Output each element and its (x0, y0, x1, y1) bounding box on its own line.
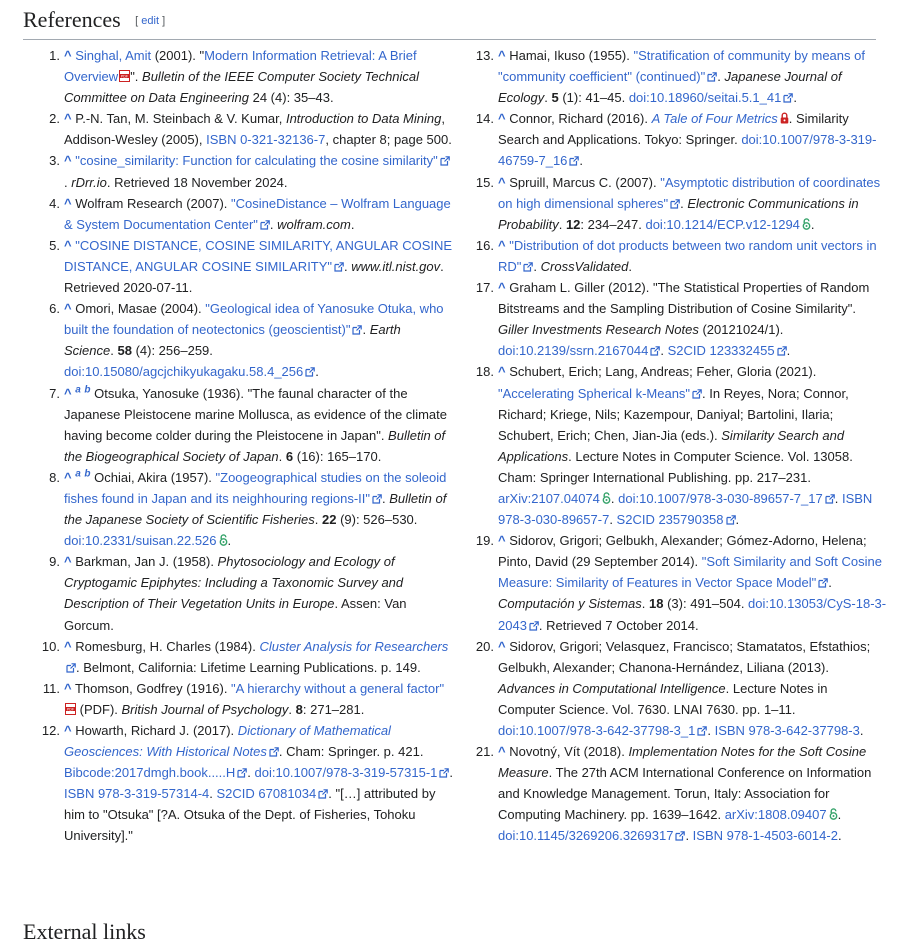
volume-number: 8 (295, 701, 303, 717)
publication-title: Bulletin of the IEEE Computer Society Technical Committee on Data Engineering (64, 69, 420, 106)
reference-number: 13. (475, 48, 494, 63)
external-link-icon (439, 768, 449, 778)
backlink-letter[interactable]: a (75, 468, 81, 480)
external-link-icon (670, 199, 680, 209)
reference-text: ". (130, 69, 143, 85)
volume-number: 22 (321, 512, 337, 528)
reference-link[interactable]: Dictionary of Mathematical Geosciences: With Historical Notes (64, 723, 391, 760)
reference-item (457, 741, 887, 846)
reference-text: . (288, 701, 296, 717)
reference-text: . (449, 765, 454, 781)
reference-item (457, 277, 887, 361)
reference-text: . (544, 90, 552, 106)
reference-item (457, 636, 887, 741)
reference-link[interactable]: "Asymptotic distribution of coordinates on high dimensional spheres" (498, 174, 881, 211)
reference-text: Graham L. Giller (2012). "The Statistical Properties of Random Bitstreams and the Sampling Distribution of Cosine Similarity". (498, 280, 870, 317)
reference-text: . (362, 322, 370, 338)
publication-title: Japanese Journal of Ecology (498, 69, 842, 106)
external-link-icon (440, 156, 450, 166)
backlink-caret[interactable]: ^ (64, 554, 72, 570)
reference-text: . (828, 575, 832, 591)
publication-title: Introduction to Data Mining (285, 111, 442, 127)
svg-text:PDF: PDF (121, 74, 129, 79)
reference-text: . (810, 216, 815, 232)
external-link-icon (697, 726, 707, 736)
reference-number: 17. (475, 280, 494, 296)
reference-text: . (610, 490, 619, 506)
reference-item (23, 235, 453, 298)
external-link-icon (334, 262, 344, 272)
volume-number: 18 (649, 596, 664, 612)
reference-text: Howarth, Richard J. (2017). (71, 723, 238, 738)
volume-number: 12 (565, 216, 581, 232)
open-access-icon (602, 492, 611, 504)
backlink-caret[interactable]: ^ (64, 48, 72, 63)
reference-number: 11. (42, 680, 60, 696)
backlink-letter[interactable]: b (84, 384, 91, 396)
reference-text: . (786, 343, 791, 359)
reference-link[interactable]: ISBN 978-3-642-37798-3 (714, 723, 860, 738)
reference-text: : 271–281. (302, 701, 365, 717)
reference-text: . (837, 828, 842, 844)
reference-link[interactable]: doi:10.1214/ECP.v12-1294 (645, 216, 800, 232)
reference-number: 15. (475, 174, 494, 190)
reference-text: P.-N. Tan, M. Steinbach & V. Kumar, (71, 111, 286, 127)
reference-text: . (793, 90, 797, 106)
reference-link[interactable]: doi:10.2331/suisan.22.526 (64, 533, 217, 549)
reference-text: (3): 491–504. (663, 596, 749, 612)
reference-number: 14. (475, 111, 494, 127)
reference-link[interactable]: S2CID 67081034 (216, 786, 317, 802)
reference-number: 2. (49, 111, 60, 127)
reference-text: . The 27th ACM International Conference on Information and Knowledge Management. Torun, Italy: Association for Computing Machinery. pp. 1639–1642. (498, 765, 872, 823)
reference-link[interactable]: "Accelerating Spherical k-Means" (498, 385, 691, 401)
reference-item (23, 108, 453, 150)
reference-link[interactable]: "Stratification of community by means of "community coefficient" (continued)" (498, 48, 865, 85)
reference-text: . In Reyes, Nora; Connor, Richard; Kriege, Nils; Kazempour, Daniyal; Bartolini, Ilaria; Schubert, Erich; Chen, Jian-Jia (eds.). (498, 385, 849, 443)
publication-title: British Journal of Psychology (121, 701, 289, 717)
external-link-icon (66, 663, 76, 673)
publication-title: Implementation Notes for the Soft Cosine Measure (498, 744, 867, 781)
reference-text: : 234–247. (580, 216, 646, 232)
reference-text: Thomson, Godfrey (1916). (71, 680, 232, 696)
references-column-left (23, 45, 453, 847)
reference-link[interactable]: "Soft Similarity and Soft Cosine Measure: Similarity of Features in Vector Space Model" (498, 554, 882, 591)
reference-text: (PDF). (76, 701, 122, 717)
open-access-icon (829, 808, 838, 820)
external-link-icon (318, 789, 328, 799)
reference-link[interactable]: "cosine_similarity: Function for calculating the cosine similarity" (75, 153, 438, 169)
publication-title: rDrr.io (71, 174, 107, 190)
reference-text: Hamai, Ikuso (1955). (505, 48, 634, 63)
reference-number: 12. (41, 723, 60, 738)
references-column-right (457, 45, 887, 847)
reference-text: (2001). " (151, 48, 205, 63)
reference-link[interactable]: "COSINE DISTANCE, COSINE SIMILARITY, ANGULAR COSINE DISTANCE, ANGULAR COSINE SIMILARITY" (64, 237, 453, 274)
reference-text: Ochiai, Akira (1957). (90, 469, 216, 485)
reference-text: . (685, 828, 693, 844)
reference-text: . (735, 512, 740, 528)
reference-text: . (315, 364, 319, 380)
reference-item (457, 108, 887, 171)
external-link-icon (818, 578, 828, 588)
backlink-letter[interactable]: b (84, 468, 91, 480)
reference-text: . (64, 174, 72, 190)
publication-title: Electronic Communications in Probability (498, 195, 859, 232)
external-link-icon (372, 494, 382, 504)
backlink-caret[interactable]: ^ (64, 153, 72, 169)
volume-number: 6 (285, 448, 294, 464)
external-link-icon (777, 346, 787, 356)
reference-number: 19. (475, 533, 494, 549)
backlink-caret[interactable]: ^ (64, 723, 72, 738)
reference-text: (16): 165–170. (293, 448, 382, 464)
reference-number: 10. (41, 638, 60, 654)
publication-title: Computación y Sistemas (498, 596, 642, 612)
reference-number: 6. (49, 301, 60, 317)
reference-item (23, 193, 453, 235)
reference-text: . Belmont, California: Lifetime Learning Publications. p. 149. (76, 659, 421, 675)
reference-text: . (110, 343, 118, 359)
reference-text: , Addison-Wesley (2005), (64, 111, 445, 148)
edit-link[interactable]: edit (141, 15, 160, 27)
open-access-icon (802, 218, 811, 230)
backlink-caret[interactable]: ^ (64, 195, 72, 211)
backlink-caret[interactable]: ^ (64, 385, 72, 401)
publication-title: Earth Science (64, 322, 401, 359)
reference-item (23, 150, 453, 192)
external-link-icon (237, 768, 247, 778)
reference-text: 24 (4): 35–43. (249, 90, 334, 106)
reference-item (23, 636, 453, 678)
reference-text: Schubert, Erich; Lang, Andreas; Feher, Gloria (2021). (505, 364, 817, 380)
reference-text: . (680, 195, 688, 211)
reference-text: . (707, 723, 715, 738)
references-heading (23, 6, 876, 40)
reference-text: . Lecture Notes in Computer Science. Vol. 7630. LNAI 7630. pp. 1–11. (498, 680, 828, 717)
external-link-icon (529, 621, 539, 631)
reference-text: (20121024/1). (698, 322, 784, 338)
reference-link[interactable]: Bibcode:2017dmgh.book.....H (64, 765, 236, 781)
reference-text: . (579, 153, 584, 169)
reference-link[interactable]: ISBN 978-1-4503-6014-2 (692, 828, 838, 844)
reference-text: . (209, 786, 217, 802)
reference-item (23, 467, 453, 551)
backlink-caret[interactable]: ^ (64, 638, 72, 654)
reference-text: . Lecture Notes in Computer Science. Vol. 13058. Cham: Springer International Publishing. pp. 217–231. (498, 448, 853, 485)
publication-title: www.itl.nist.gov (351, 258, 441, 274)
publication-title: wolfram.com (277, 216, 351, 232)
reference-text: . (834, 490, 842, 506)
volume-number: 58 (117, 343, 132, 359)
external-link-icon (260, 220, 270, 230)
reference-text: . Retrieved 7 October 2014. (538, 617, 699, 633)
reference-text: . (381, 490, 390, 506)
reference-link[interactable]: doi:10.1007/978-3-319-46759-7_16 (498, 132, 877, 169)
reference-number: 8. (49, 469, 60, 485)
reference-link[interactable]: doi:10.13053/CyS-18-3-2043 (498, 596, 887, 633)
publication-title: CrossValidated (540, 258, 629, 274)
publication-title: Similarity Search and Applications (498, 427, 845, 464)
reference-text: . Assen: Van Gorcum. (64, 596, 407, 633)
reference-number: 3. (49, 153, 60, 169)
reference-item (23, 298, 453, 382)
reference-link[interactable]: Singhal, Amit (75, 48, 152, 63)
reference-text: . (837, 807, 842, 823)
reference-text: Sidorov, Grigori; Gelbukh, Alexander; Gómez-Adorno, Helena; Pinto, David (29 September 2014). (498, 533, 867, 570)
reference-text: . (660, 343, 668, 359)
volume-number: 5 (551, 90, 559, 106)
reference-number: 16. (475, 237, 494, 253)
reference-text: . (533, 258, 541, 274)
backlink-caret[interactable]: ^ (64, 469, 72, 485)
reference-link[interactable]: "CosineDistance – Wolfram Language & System Documentation Center" (64, 195, 451, 232)
reference-text: Romesburg, H. Charles (1984). (71, 638, 260, 654)
backlink-caret[interactable]: ^ (498, 280, 506, 296)
lock-icon (780, 112, 789, 124)
backlink-caret[interactable]: ^ (498, 533, 506, 549)
reference-link[interactable]: doi:10.1007/978-3-030-89657-7_17 (618, 490, 823, 506)
reference-text: Otsuka, Yanosuke (1936). "The faunal character of the Japanese Pleistocene marine Mollusca, as evidence of the climate having become colder during the Pleistocene in Japan". (64, 385, 447, 443)
publication-title: Bulletin of the Biogeographical Society of Japan (64, 427, 446, 464)
reference-text: Sidorov, Grigori; Velasquez, Francisco; Stamatatos, Efstathios; Gelbukh, Alexander; Chanona-Hernández, Liliana (2013). (498, 638, 871, 675)
publication-title: Advances in Computational Intelligence (498, 680, 726, 696)
reference-text: . Cham: Springer. p. 421. (278, 744, 424, 760)
external-links-heading: External links (23, 919, 146, 944)
reference-text: . (717, 69, 725, 85)
reference-number: 20. (475, 638, 494, 654)
reference-text: . Retrieved 18 November 2024. (106, 174, 288, 190)
reference-item (23, 383, 453, 467)
reference-item (457, 45, 887, 108)
reference-text: . (859, 723, 864, 738)
reference-item (23, 551, 453, 635)
reference-link[interactable]: A Tale of Four Metrics (651, 111, 778, 127)
reference-list (457, 45, 887, 847)
reference-link[interactable]: "Geological idea of Yanosuke Otuka, who built the foundation of neotectonics (geoscientist)" (64, 301, 444, 338)
reference-text: . (350, 216, 355, 232)
backlink-caret[interactable]: ^ (498, 237, 506, 253)
reference-text: Barkman, Jan J. (1958). (71, 554, 218, 570)
reference-number: 4. (49, 195, 60, 211)
reference-item (23, 720, 453, 847)
reference-text: . (227, 533, 232, 549)
reference-item (457, 172, 887, 235)
reference-link[interactable]: ISBN 978-3-319-57314-4 (64, 786, 210, 802)
reference-text: . (314, 512, 322, 528)
reference-text: . (628, 258, 632, 274)
reference-item (23, 45, 453, 108)
reference-link[interactable]: doi:10.2139/ssrn.2167044 (498, 343, 649, 359)
external-link-icon (726, 515, 736, 525)
reference-text: Spruill, Marcus C. (2007). (505, 174, 661, 190)
section-title: References (23, 7, 121, 32)
reference-item (457, 361, 887, 530)
reference-text: . (609, 512, 617, 528)
external-link-icon (783, 93, 793, 103)
reference-number: 18. (475, 364, 494, 380)
reference-text: Novotný, Vít (2018). (505, 744, 629, 760)
reference-text: . (641, 596, 650, 612)
reference-link[interactable]: "A hierarchy without a general factor" (231, 680, 445, 696)
backlink-caret[interactable]: ^ (498, 744, 506, 760)
reference-link[interactable]: arXiv:2107.04074 (498, 490, 600, 506)
backlink-caret[interactable]: ^ (498, 174, 506, 190)
pdf-icon (65, 703, 76, 715)
reference-number: 21. (475, 744, 494, 760)
publication-title: Phytosociology and Ecology of Cryptogamic Epiphytes: Including a Taxonomic Survey and Description of Their Vegetation Units in Europe (64, 554, 404, 612)
external-link-icon (707, 72, 717, 82)
reference-link[interactable]: doi:10.18960/seitai.5.1_41 (628, 90, 782, 106)
reference-text: , chapter 8; page 500. (325, 132, 452, 148)
svg-text:PDF: PDF (66, 707, 75, 712)
reference-text: Wolfram Research (2007). (71, 195, 232, 211)
reference-text: . (269, 216, 278, 232)
external-link-icon (305, 367, 315, 377)
reference-link[interactable]: doi:10.1007/978-3-319-57315-1 (254, 765, 438, 781)
reference-text: Connor, Richard (2016). (505, 111, 652, 127)
reference-link[interactable]: Modern Information Retrieval: A Brief Overview (64, 48, 417, 85)
reference-text: . (558, 216, 566, 232)
external-link-icon (675, 831, 685, 841)
backlink-caret[interactable]: ^ (64, 237, 72, 253)
reference-number: 5. (49, 237, 60, 253)
backlink-caret[interactable]: ^ (64, 111, 72, 127)
reference-number: 1. (49, 48, 60, 63)
external-link-icon (523, 262, 533, 272)
reference-text: . (278, 448, 286, 464)
external-link-icon (650, 346, 660, 356)
reference-text: . "[…] attributed by him to "Otsuka" [?A. Otsuka of the Dept. of Fisheries, Tohoku University]." (64, 786, 436, 844)
reference-text: . Similarity Search and Applications. Tokyo: Springer. (498, 111, 849, 148)
backlink-caret[interactable]: ^ (498, 638, 506, 654)
external-link-icon (692, 389, 702, 399)
backlink-sup (75, 384, 81, 395)
reference-item (23, 678, 453, 720)
reference-link[interactable]: doi:10.1007/978-3-642-37798-3_1 (498, 723, 696, 738)
publication-title: Bulletin of the Japanese Society of Scientific Fisheries (64, 490, 447, 528)
reference-text: . (247, 765, 255, 781)
reference-text: . Retrieved 2020-07-11. (64, 258, 444, 296)
reference-link[interactable]: Cluster Analysis for Researchers (259, 638, 449, 654)
reference-text: (1): 41–45. (558, 90, 629, 106)
reference-link[interactable]: ISBN 978-3-030-89657-7 (498, 490, 873, 528)
backlink-letter[interactable]: a (75, 384, 81, 396)
reference-list (23, 45, 453, 847)
reference-link[interactable]: S2CID 235790358 (616, 512, 724, 528)
reference-link[interactable]: "Zoogeographical studies on the soleoid fishes found in Japan and its neighhouring regions-II" (64, 469, 447, 506)
backlink-caret[interactable]: ^ (64, 301, 72, 317)
reference-link[interactable]: doi:10.1145/3269206.3269317 (498, 828, 674, 844)
reference-link[interactable]: "Distribution of dot products between two random unit vectors in RD" (498, 237, 877, 274)
reference-number: 9. (49, 554, 60, 570)
reference-item (457, 235, 887, 277)
reference-text: . (344, 258, 352, 274)
reference-item (457, 530, 887, 635)
backlink-caret[interactable]: ^ (64, 680, 72, 696)
reference-link[interactable]: ISBN 0-321-32136-7 (206, 132, 326, 148)
open-access-icon (219, 534, 228, 546)
pdf-icon (119, 70, 130, 82)
publication-title: Giller Investments Research Notes (498, 322, 699, 338)
reference-link[interactable]: arXiv:1808.09407 (724, 807, 827, 823)
backlink-caret[interactable]: ^ (498, 364, 506, 380)
edit-section: [ edit ] (135, 15, 166, 27)
reference-text: (9): 526–530. (336, 512, 418, 528)
backlink-caret[interactable]: ^ (498, 111, 506, 127)
reference-text: Omori, Masae (2004). (71, 301, 206, 317)
backlink-sup (75, 469, 81, 480)
reference-link[interactable]: S2CID 123332455 (667, 343, 775, 359)
reference-link[interactable]: doi:10.15080/agcjchikyukagaku.58.4_256 (64, 364, 304, 380)
external-link-icon (569, 156, 579, 166)
external-link-icon (825, 494, 835, 504)
reference-number: 7. (49, 385, 60, 401)
reference-text: (4): 256–259. (131, 343, 213, 359)
external-link-icon (269, 747, 279, 757)
external-link-icon (352, 325, 362, 335)
backlink-caret[interactable]: ^ (498, 48, 506, 63)
